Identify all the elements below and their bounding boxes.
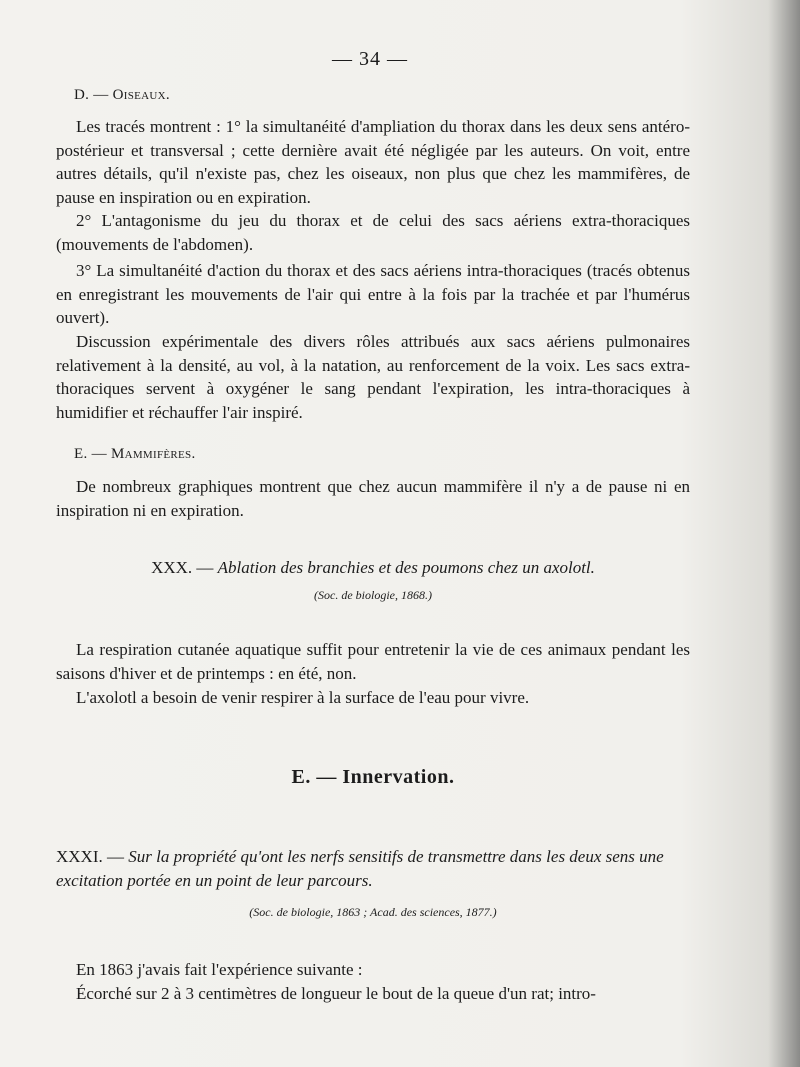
article-xxx-paragraph-1: La respiration cutanée aquatique suffit pour entretenir la vie de ces animaux pendant les saisons d'hiver et de printemps : en été, non. (56, 640, 690, 683)
section-e-heading (74, 446, 196, 463)
section-d-heading (74, 87, 170, 104)
article-xxxi-paragraph-1: En 1863 j'avais fait l'expérience suivante : (76, 960, 363, 979)
article-xxxi-paragraph-2: Écorché sur 2 à 3 centimètres de longueur le bout de la queue d'un rat; intro- (76, 984, 596, 1003)
article-xxxi-source: (Soc. de biologie, 1863 ; Acad. des sciences, 1877.) (249, 905, 497, 919)
article-xxx-heading: Ablation des branchies et des poumons chez un axolotl. (217, 558, 595, 577)
article-xxxi-heading: Sur la propriété qu'ont les nerfs sensitifs de transmettre dans les deux sens une excitation portée en un point de leur parcours. (56, 847, 664, 890)
section-d-paragraph-1: Les tracés montrent : 1° la simultanéité d'ampliation du thorax dans les deux sens antéro-postérieur et transversal ; cette dernière avait été négligée par les auteurs. On voit, entre autres détails, qu'il n'existe pas, chez les oiseaux, non plus que chez les mammifères, de pause en inspiration ou en expiration. (56, 117, 690, 207)
article-xxx-title (56, 558, 690, 578)
section-d-title: Oiseaux. (112, 87, 170, 103)
section-d-label: D. — (74, 87, 109, 103)
section-d-paragraph-3: 3° La simultanéité d'action du thorax et des sacs aériens intra-thoraciques (tracés obtenus en enregistrant les mouvements de l'air qui entre à la fois par la trachée et par l'humérus ouvert). (56, 261, 690, 327)
innervation-heading: E. — Innervation. (291, 766, 455, 788)
section-e-label: E. — (74, 446, 107, 462)
section-e-title: Mammifères. (110, 446, 196, 462)
article-xxxi-title (56, 845, 696, 892)
page-number: — 34 — (332, 48, 408, 70)
section-d-paragraph-4: Discussion expérimentale des divers rôles attribués aux sacs aériens pulmonaires relativement à la densité, au vol, à la natation, au renforcement de la voix. Les sacs extra-thoraciques servent à oxygéner le sang pendant l'expiration, les intra-thoraciques à humidifier et réchauffer l'air inspiré. (56, 332, 690, 422)
section-e-paragraph-1: De nombreux graphiques montrent que chez aucun mammifère il n'y a de pause ni en inspiration ni en expiration. (56, 477, 690, 520)
article-xxx-paragraph-2: L'axolotl a besoin de venir respirer à la surface de l'eau pour vivre. (76, 688, 530, 707)
section-d-paragraph-2: 2° L'antagonisme du jeu du thorax et de celui des sacs aériens extra-thoraciques (mouvements de l'abdomen). (56, 211, 690, 254)
article-xxxi-number: XXXI. — (56, 847, 124, 866)
article-xxx-number: XXX. — (151, 558, 214, 577)
article-xxx-source: (Soc. de biologie, 1868.) (314, 588, 432, 602)
